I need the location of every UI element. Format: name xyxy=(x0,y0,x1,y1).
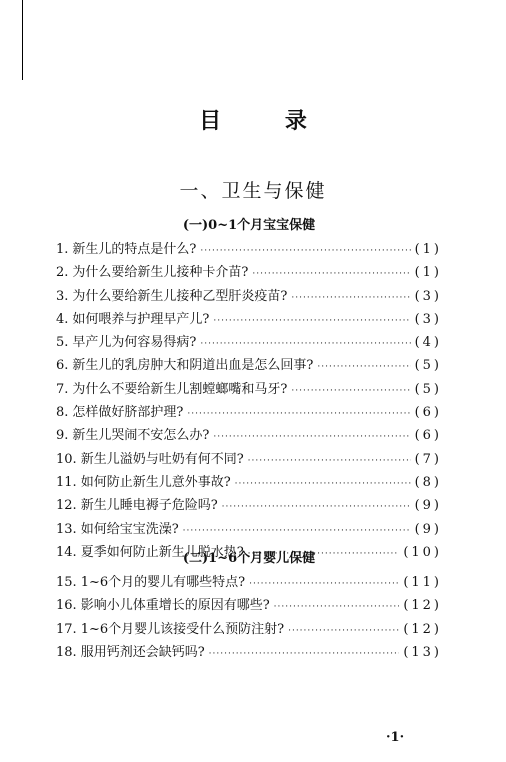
section-heading: 一、卫生与保健 xyxy=(179,180,327,202)
entry-number: 9. xyxy=(56,428,69,444)
entry-number: 7. xyxy=(56,381,69,397)
entry-title: 如何喂养与护理早产儿? xyxy=(72,311,210,327)
entry-title: 为什么不要给新生儿割螳螂嘴和马牙? xyxy=(72,381,288,397)
dot-leader xyxy=(200,240,410,263)
entry-title: 新生儿的特点是什么? xyxy=(72,242,197,257)
entry-title: 早产儿为何容易得病? xyxy=(72,335,197,351)
entry-page: (8) xyxy=(414,474,442,490)
toc-entry[interactable] xyxy=(56,594,442,617)
toc-entry[interactable] xyxy=(56,571,442,594)
entry-title: 为什么要给新生儿接种乙型肝炎疫苗? xyxy=(72,288,288,304)
dot-leader xyxy=(235,473,411,496)
entry-page: (9) xyxy=(414,498,442,514)
entry-number: 11. xyxy=(56,474,77,490)
entry-page: (1) xyxy=(414,242,442,257)
toc-list xyxy=(56,238,442,564)
dot-leader xyxy=(187,403,410,426)
entry-page: (13) xyxy=(403,644,442,660)
entry-page: (1) xyxy=(414,265,442,281)
toc-entry[interactable] xyxy=(56,494,442,517)
entry-title: 新生儿溢奶与吐奶有何不同? xyxy=(80,451,244,467)
dot-leader xyxy=(249,573,399,596)
entry-number: 10. xyxy=(56,451,77,467)
entry-title: 为什么要给新生儿接种卡介苗? xyxy=(72,265,249,281)
toc-group-2 xyxy=(56,549,442,664)
toc-entry[interactable] xyxy=(56,641,442,664)
toc-entry[interactable] xyxy=(56,331,442,354)
entry-title: 如何给宝宝洗澡? xyxy=(80,521,179,537)
entry-number: 3. xyxy=(56,288,69,304)
entry-title: 服用钙剂还会缺钙吗? xyxy=(80,644,205,660)
dot-leader xyxy=(317,356,410,379)
entry-number: 8. xyxy=(56,405,69,421)
entry-title: 新生儿哭闹不安怎么办? xyxy=(72,428,210,444)
toc-list xyxy=(56,571,442,664)
entry-page: (3) xyxy=(414,311,442,327)
toc-entry[interactable] xyxy=(56,378,442,401)
entry-number: 17. xyxy=(56,621,77,637)
toc-entry[interactable] xyxy=(56,285,442,308)
dot-leader xyxy=(209,643,400,666)
dot-leader xyxy=(288,620,399,643)
entry-title: 新生儿睡电褥子危险吗? xyxy=(80,498,218,514)
entry-number: 14. xyxy=(56,544,77,560)
dot-leader xyxy=(291,287,410,310)
entry-page: (12) xyxy=(403,598,442,614)
dot-leader xyxy=(213,310,410,333)
toc-entry[interactable] xyxy=(56,308,442,331)
entry-number: 1. xyxy=(56,242,69,257)
entry-page: (5) xyxy=(414,358,442,374)
entry-number: 6. xyxy=(56,358,69,374)
entry-page: (4) xyxy=(414,335,442,351)
group-heading: (二)1~6个月婴儿保健 xyxy=(182,551,316,566)
entry-page: (3) xyxy=(414,288,442,304)
group-heading: (一)0~1个月宝宝保健 xyxy=(182,218,316,233)
entry-number: 2. xyxy=(56,265,69,281)
entry-page: (12) xyxy=(403,621,442,637)
entry-page: (7) xyxy=(414,451,442,467)
entry-page: (11) xyxy=(403,575,442,590)
dot-leader xyxy=(213,426,410,449)
toc-entry[interactable] xyxy=(56,401,442,424)
dot-leader xyxy=(222,496,411,519)
toc-entry[interactable] xyxy=(56,471,442,494)
page-number: ·1· xyxy=(386,730,405,745)
entry-title: 如何防止新生儿意外事故? xyxy=(80,474,231,490)
toc-entry[interactable] xyxy=(56,261,442,284)
entry-number: 18. xyxy=(56,644,77,660)
entry-number: 16. xyxy=(56,598,77,614)
entry-page: (6) xyxy=(414,405,442,421)
page-title: 目 录 xyxy=(199,108,335,134)
entry-number: 12. xyxy=(56,498,77,514)
entry-title: 影响小儿体重增长的原因有哪些? xyxy=(80,598,270,614)
entry-title: 1~6个月的婴儿有哪些特点? xyxy=(80,575,246,590)
toc-entry[interactable] xyxy=(56,448,442,471)
dot-leader xyxy=(252,263,410,286)
entry-number: 5. xyxy=(56,335,69,351)
dot-leader xyxy=(183,520,411,543)
entry-title: 怎样做好脐部护理? xyxy=(72,405,184,421)
entry-page: (6) xyxy=(414,428,442,444)
entry-number: 4. xyxy=(56,311,69,327)
entry-title: 新生儿的乳房肿大和阴道出血是怎么回事? xyxy=(72,358,314,374)
page-edge-line xyxy=(22,0,23,80)
entry-number: 15. xyxy=(56,575,77,590)
entry-title: 夏季如何防止新生儿脱水热? xyxy=(80,544,244,560)
entry-page: (9) xyxy=(414,521,442,537)
toc-entry[interactable] xyxy=(56,618,442,641)
toc-group-1 xyxy=(56,216,442,564)
toc-entry[interactable] xyxy=(56,238,442,261)
dot-leader xyxy=(248,450,411,473)
dot-leader xyxy=(200,333,410,356)
toc-entry[interactable] xyxy=(56,354,442,377)
entry-number: 13. xyxy=(56,521,77,537)
entry-page: (10) xyxy=(403,544,442,560)
entry-title: 1~6个月婴儿该接受什么预防注射? xyxy=(80,621,285,637)
dot-leader xyxy=(274,596,400,619)
dot-leader xyxy=(291,380,410,403)
toc-entry[interactable] xyxy=(56,424,442,447)
toc-entry[interactable] xyxy=(56,518,442,541)
entry-page: (5) xyxy=(414,381,442,397)
